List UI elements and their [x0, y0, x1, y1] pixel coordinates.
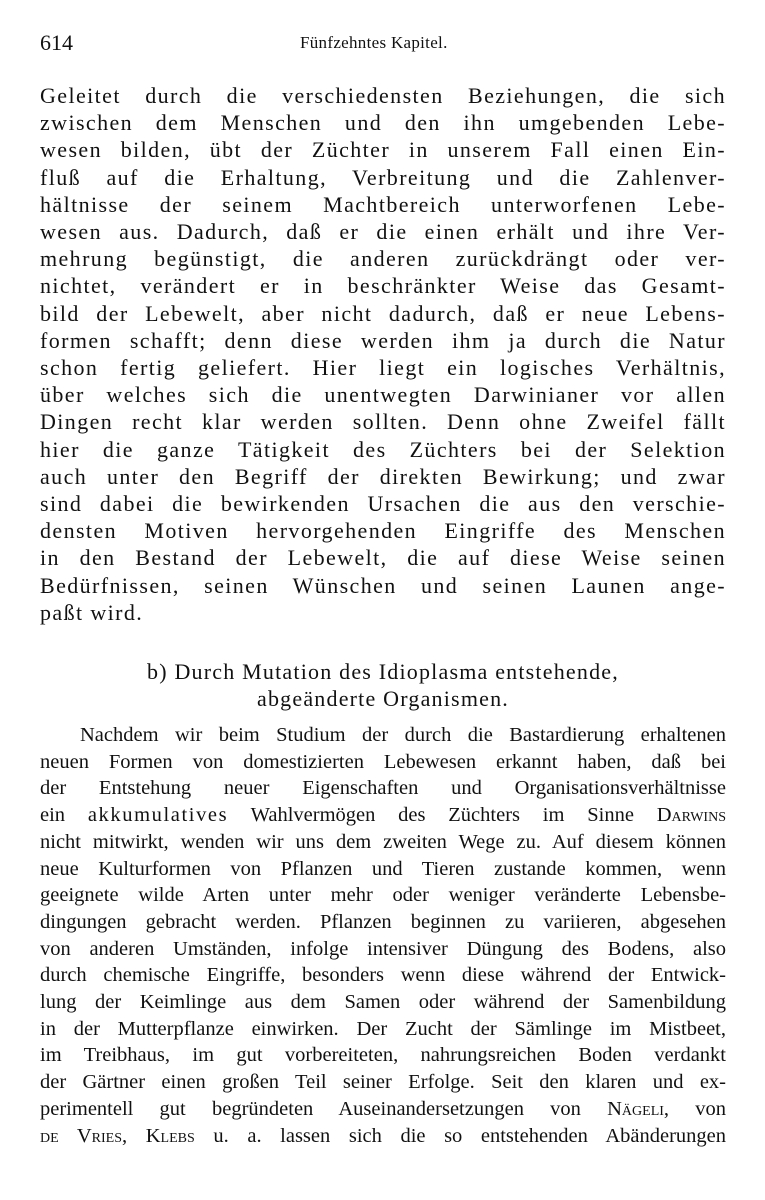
- text-line: [40, 802, 726, 829]
- text-line: zwischen dem Menschen und den ihn umgebenden Lebe-: [40, 110, 726, 136]
- section-heading-line-1: b) Durch Mutation des Idioplasma entstehende,: [147, 659, 619, 684]
- text-line: densten Motiven hervorgehenden Eingriffe des Menschen: [40, 518, 726, 544]
- text-line: hältnisse der seinem Machtbereich unterworfenen Lebe-: [40, 191, 726, 217]
- text-fragment: perimentell gut begründeten Auseinandersetzungen von: [40, 1097, 581, 1120]
- text-line: sind dabei die bewirkenden Ursachen die aus den verschie-: [40, 491, 726, 517]
- text-line: formen schafft; denn diese werden ihm ja durch die Natur: [40, 327, 726, 353]
- author-name-naegeli: Nägeli: [607, 1097, 664, 1120]
- text-line: Bedürfnissen, seinen Wünschen und seinen Launen ange-: [40, 572, 726, 598]
- text-fragment: u. a. lassen sich die so entstehenden Abänderungen: [213, 1124, 726, 1147]
- section-heading: [40, 658, 726, 712]
- text-line: schon fertig geliefert. Hier liegt ein logisches Verhältnis,: [40, 355, 726, 381]
- text-line: wesen aus. Dadurch, daß er die einen erhält und ihre Ver-: [40, 219, 726, 245]
- text-fragment: , von: [663, 1097, 726, 1120]
- author-name-de-vries: de Vries: [40, 1124, 123, 1147]
- paragraph-mutation: [40, 722, 726, 1149]
- text-fragment: Wahlvermögen des Züchters im Sinne: [250, 804, 634, 827]
- text-line: Nachdem wir beim Studium der durch die Bastardierung erhaltenen: [80, 724, 726, 746]
- text-line: bild der Lebewelt, aber nicht dadurch, daß er neue Lebens-: [40, 300, 726, 326]
- text-line: paßt wird.: [40, 599, 144, 625]
- text-line: neue Kulturformen von Pflanzen und Tieren zustande kommen, wenn: [40, 857, 726, 880]
- text-line: in der Mutterpflanze einwirken. Der Zucht der Sämlinge im Mistbeet,: [40, 1017, 726, 1040]
- text-fragment: ein: [40, 804, 66, 827]
- text-line: der Entstehung neuer Eigenschaften und Organisationsverhältnisse: [40, 777, 726, 800]
- text-line: Dingen recht klar werden sollten. Denn ohne Zweifel fällt: [40, 409, 726, 435]
- chapter-title: Fünfzehntes Kapitel.: [300, 33, 448, 52]
- text-line: fluß auf die Erhaltung, Verbreitung und die Zahlenver-: [40, 164, 726, 190]
- text-line: neuen Formen von domestizierten Lebewesen erkannt haben, daß bei: [40, 750, 726, 773]
- text-line: mehrung begünstigt, die anderen zurückdrängt oder ver-: [40, 246, 726, 272]
- text-line: der Gärtner einen großen Teil seiner Erfolge. Seit den klaren und ex-: [40, 1071, 726, 1094]
- text-line: auch unter den Begriff der direkten Bewirkung; und zwar: [40, 463, 726, 489]
- text-line: über welches sich die unentwegten Darwinianer vor allen: [40, 382, 726, 408]
- text-line: [40, 1096, 726, 1123]
- paragraph-selection-by-breeder: [40, 82, 726, 626]
- text-line: Geleitet durch die verschiedensten Beziehungen, die sich: [40, 83, 726, 108]
- author-name-klebs: Klebs: [145, 1124, 195, 1147]
- text-line: in den Bestand der Lebewelt, die auf diese Weise seinen: [40, 545, 726, 571]
- text-fragment: ,: [122, 1124, 128, 1147]
- text-line: [40, 1123, 726, 1150]
- emphasized-term: akkumulatives: [87, 804, 229, 827]
- text-line: wesen bilden, übt der Züchter in unserem Fall einen Ein-: [40, 137, 726, 163]
- author-name-darwin: Darwins: [656, 804, 726, 827]
- text-line: hier die ganze Tätigkeit des Züchters bei der Selektion: [40, 436, 726, 462]
- text-line: von anderen Umständen, infolge intensiver Düngung des Bodens, also: [40, 937, 726, 960]
- text-line: nichtet, verändert er in beschränkter Weise das Gesamt-: [40, 273, 726, 299]
- page-number: 614: [40, 30, 73, 55]
- text-line: durch chemische Eingriffe, besonders wenn diese während der Entwick-: [40, 964, 726, 987]
- text-line: im Treibhaus, im gut vorbereiteten, nahrungsreichen Boden verdankt: [40, 1044, 726, 1067]
- text-line: dingungen gebracht werden. Pflanzen beginnen zu variieren, abgesehen: [40, 910, 726, 933]
- section-heading-line-2: abgeänderte Organismen.: [257, 686, 509, 711]
- text-line: lung der Keimlinge aus dem Samen oder während der Samenbildung: [40, 991, 726, 1014]
- text-line: nicht mitwirkt, wenden wir uns dem zweiten Wege zu. Auf diesem können: [40, 830, 726, 853]
- running-head: [40, 30, 726, 60]
- text-line: geeignete wilde Arten unter mehr oder weniger veränderte Lebensbe-: [40, 884, 726, 907]
